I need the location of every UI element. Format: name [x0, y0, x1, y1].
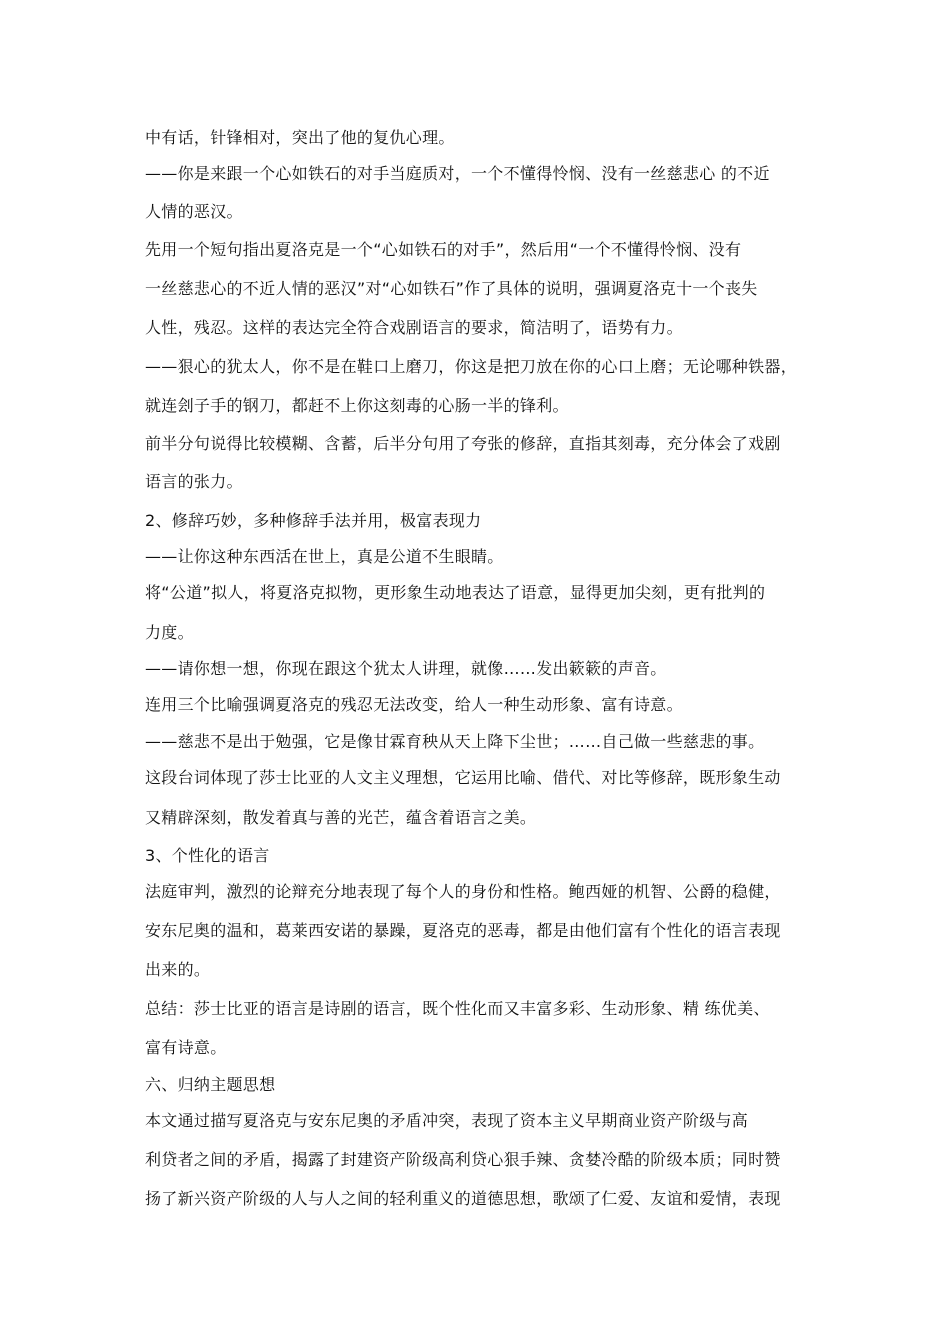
text-line: 力度。 [145, 623, 194, 642]
section-heading: 3、个性化的语言 [145, 846, 270, 865]
text-line: 又精辟深刻，散发着真与善的光芒，蕴含着语言之美。 [145, 808, 537, 827]
text-line: 这段台词体现了莎士比亚的人文主义理想，它运用比喻、借代、对比等修辞，既形象生动 [145, 768, 781, 787]
section-heading: 六、归纳主题思想 [145, 1075, 276, 1094]
text-line: 连用三个比喻强调夏洛克的残忍无法改变，给人一种生动形象、富有诗意。 [145, 695, 683, 714]
text-line: 就连刽子手的钢刀，都赶不上你这刻毒的心肠一半的锋利。 [145, 396, 569, 415]
text-line: 语言的张力。 [145, 472, 243, 491]
text-line: 安东尼奥的温和，葛莱西安诺的暴躁，夏洛克的恶毒，都是由他们富有个性化的语言表现 [145, 921, 781, 940]
text-line: 本文通过描写夏洛克与安东尼奥的矛盾冲突，表现了资本主义早期商业资产阶级与高 [145, 1111, 749, 1130]
text-line: 将“公道”拟人，将夏洛克拟物，更形象生动地表达了语意，显得更加尖刻，更有批判的 [145, 583, 766, 602]
text-line: 先用一个短句指出夏洛克是一个“心如铁石的对手”，然后用“一个不懂得怜悯、没有 [145, 240, 742, 259]
text-line: ——你是来跟一个心如铁石的对手当庭质对，一个不懂得怜悯、没有一丝慈悲心 的不近 [145, 164, 770, 183]
text-line: ——让你这种东西活在世上，真是公道不生眼睛。 [145, 547, 504, 566]
text-line: 中有话，针锋相对，突出了他的复仇心理。 [145, 128, 455, 147]
text-line: 扬了新兴资产阶级的人与人之间的轻利重义的道德思想，歌颂了仁爱、友谊和爱情，表现 [145, 1189, 781, 1208]
text-line: 法庭审判，激烈的论辩充分地表现了每个人的身份和性格。鲍西娅的机智、公爵的稳健， [145, 882, 781, 901]
text-line: ——请你想一想，你现在跟这个犹太人讲理，就像……发出簌簌的声音。 [145, 659, 667, 678]
text-line: 富有诗意。 [145, 1038, 227, 1057]
text-line: 出来的。 [145, 960, 211, 979]
text-line: 人情的恶汉。 [145, 202, 243, 221]
text-line: ——狠心的犹太人，你不是在鞋口上磨刀，你这是把刀放在你的心口上磨；无论哪种铁器， [145, 357, 798, 376]
text-line: 利贷者之间的矛盾，揭露了封建资产阶级高利贷心狠手辣、贪婪冷酷的阶级本质；同时赞 [145, 1150, 781, 1169]
text-line: 一丝慈悲心的不近人情的恶汉”对“心如铁石”作了具体的说明，强调夏洛克十一个丧失 [145, 279, 758, 298]
text-line: 人性，残忍。这样的表达完全符合戏剧语言的要求，简洁明了，语势有力。 [145, 318, 683, 337]
text-line: 总结：莎士比亚的语言是诗剧的语言，既个性化而又丰富多彩、生动形象、精 练优美、 [145, 999, 770, 1018]
section-heading: 2、修辞巧妙，多种修辞手法并用，极富表现力 [145, 511, 482, 530]
text-line: ——慈悲不是出于勉强，它是像甘霖育秧从天上降下尘世；……自己做一些慈悲的事。 [145, 732, 765, 751]
text-line: 前半分句说得比较模糊、含蓄，后半分句用了夸张的修辞，直指其刻毒，充分体会了戏剧 [145, 434, 781, 453]
